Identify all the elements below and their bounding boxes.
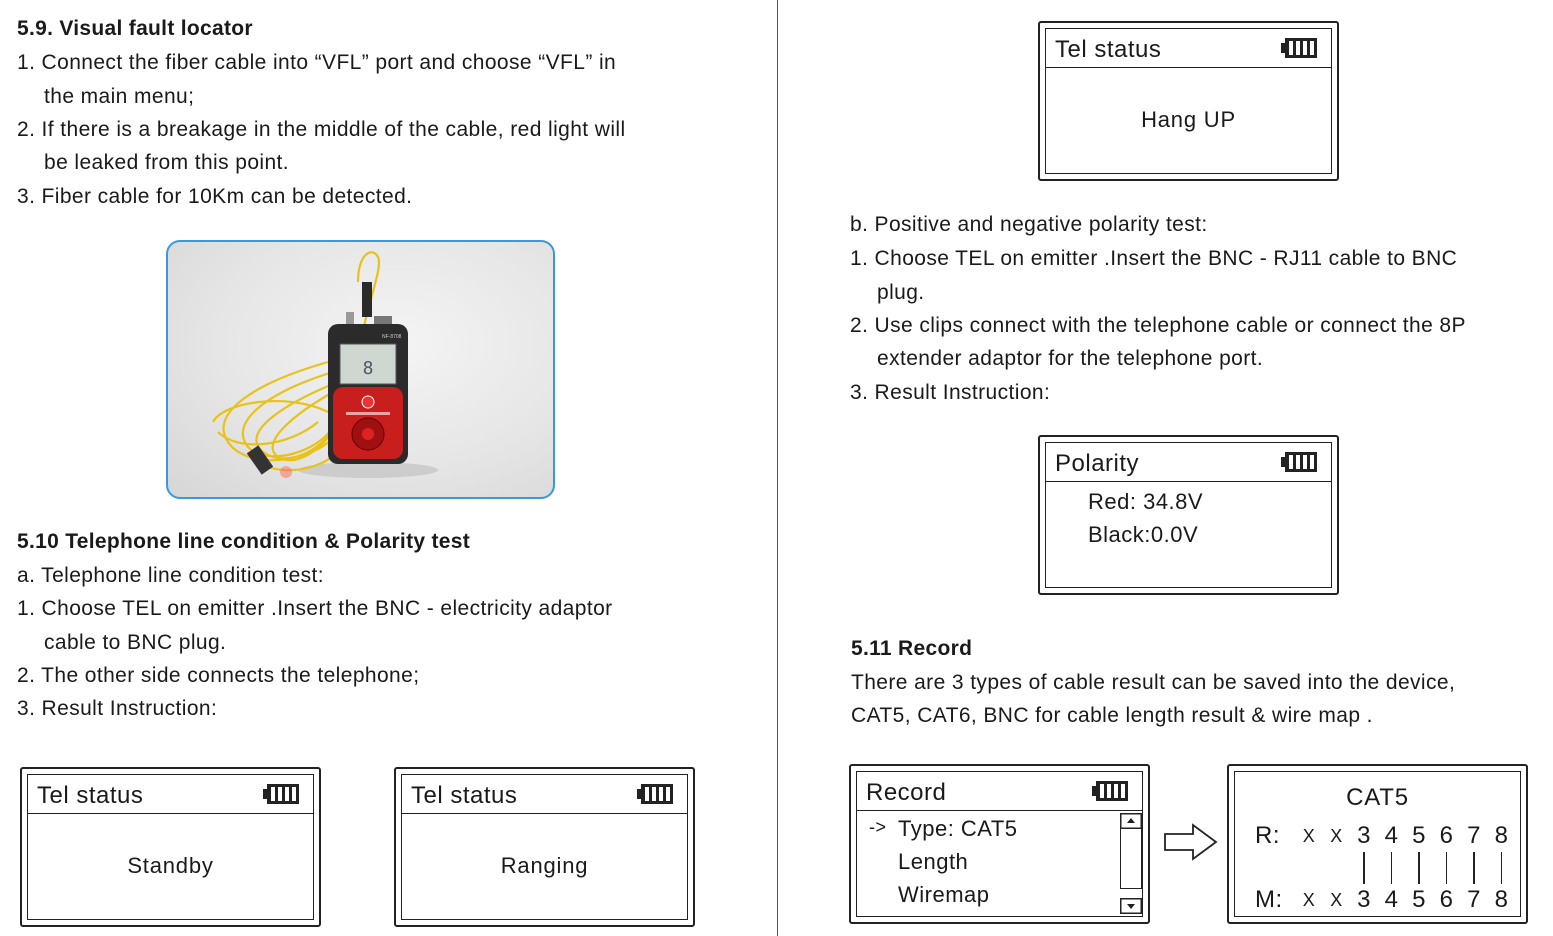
wiremap-m-pin: 3 <box>1357 886 1371 913</box>
wiremap-r-pin: 8 <box>1494 822 1509 849</box>
wiremap-title: CAT5 <box>1346 784 1409 811</box>
polarity-black-voltage: Black:0.0V <box>1088 522 1199 547</box>
s59-line-5: 3. Fiber cable for 10Km can be detected. <box>17 185 413 208</box>
battery-icon <box>637 784 673 804</box>
wiremap-r-pin: X <box>1330 826 1343 846</box>
wiremap-r-pin: X <box>1302 826 1316 846</box>
wiremap-m-pin: 6 <box>1439 886 1454 913</box>
section-5-10-heading: 5.10 Telephone line condition & Polarity test <box>17 530 471 553</box>
vfl-device-illustration <box>168 242 555 499</box>
polarity-line-3: plug. <box>877 281 925 304</box>
lcd-title: Tel status <box>37 782 144 809</box>
record-menu-item-wiremap[interactable]: Wiremap <box>898 882 990 907</box>
wiremap-connection-line <box>1473 852 1475 884</box>
lcd-screen-wiremap <box>1227 764 1528 924</box>
wiremap-connection-line <box>1501 852 1503 884</box>
wiremap-m-pin: 5 <box>1412 886 1426 913</box>
wiremap-r-pin: 3 <box>1357 822 1371 849</box>
battery-icon <box>1281 38 1317 58</box>
lcd-screen-polarity <box>1038 435 1339 595</box>
tel-status-value: Ranging <box>500 853 589 878</box>
wiremap-r-label: R: <box>1255 822 1280 849</box>
scroll-down-icon[interactable] <box>1120 898 1142 914</box>
photo-lcd-digit: 8 <box>362 358 374 379</box>
photo-device-label: NF-8708 <box>382 334 402 340</box>
lcd-screen-ranging <box>394 767 695 927</box>
battery-icon <box>1092 781 1128 801</box>
page-divider <box>777 0 778 936</box>
wiremap-connection-line <box>1446 852 1448 884</box>
wiremap-m-pin: X <box>1302 890 1316 910</box>
lcd-screen-record <box>849 764 1150 924</box>
wiremap-r-pin: 5 <box>1412 822 1426 849</box>
polarity-line-2: 1. Choose TEL on emitter .Insert the BNC - RJ11 cable to BNC <box>850 247 1458 270</box>
s59-line-1: 1. Connect the fiber cable into “VFL” port and choose “VFL” in <box>17 51 617 74</box>
s511-line-1: There are 3 types of cable result can be saved into the device, <box>851 671 1456 694</box>
wiremap-m-label: M: <box>1255 886 1283 913</box>
lcd-title: Polarity <box>1055 450 1140 477</box>
record-menu-item-type[interactable]: Type: CAT5 <box>898 816 1018 841</box>
s511-line-2: CAT5, CAT6, BNC for cable length result & wire map . <box>851 704 1373 727</box>
record-menu-item-length[interactable]: Length <box>898 849 969 874</box>
scroll-up-icon[interactable] <box>1120 813 1142 829</box>
s510-line-3: cable to BNC plug. <box>44 631 227 654</box>
lcd-title: Tel status <box>1055 36 1162 63</box>
wiremap-m-pin: 4 <box>1384 886 1399 913</box>
s59-line-2: the main menu; <box>44 85 195 108</box>
lcd-screen-standby <box>20 767 321 927</box>
section-5-9-heading: 5.9. Visual fault locator <box>17 17 253 40</box>
polarity-line-6: 3. Result Instruction: <box>850 381 1051 404</box>
lcd-screen-hangup <box>1038 21 1339 181</box>
s510-line-2: 1. Choose TEL on emitter .Insert the BNC - electricity adaptor <box>17 597 613 620</box>
s59-line-3: 2. If there is a breakage in the middle of the cable, red light will <box>17 118 626 141</box>
section-5-11-heading: 5.11 Record <box>851 637 973 660</box>
tel-status-value: Hang UP <box>1141 107 1236 132</box>
wiremap-m-pin: X <box>1330 890 1343 910</box>
wiremap-connection-line <box>1363 852 1365 884</box>
lcd-title: Record <box>866 779 947 806</box>
right-arrow-icon <box>1163 822 1219 862</box>
wiremap-r-pin: 4 <box>1384 822 1399 849</box>
wiremap-r-pin: 6 <box>1439 822 1454 849</box>
polarity-line-1: b. Positive and negative polarity test: <box>850 213 1208 236</box>
wiremap-connection-line <box>1418 852 1420 884</box>
wiremap-m-pin: 8 <box>1494 886 1509 913</box>
wiremap-connection-line <box>1391 852 1393 884</box>
tel-status-value: Standby <box>127 853 214 878</box>
s510-line-1: a. Telephone line condition test: <box>17 564 325 587</box>
battery-icon <box>263 784 299 804</box>
battery-icon <box>1281 452 1317 472</box>
device-photo <box>166 240 555 499</box>
polarity-line-5: extender adaptor for the telephone port. <box>877 347 1264 370</box>
s510-line-5: 3. Result Instruction: <box>17 697 218 720</box>
wiremap-r-pin: 7 <box>1467 822 1481 849</box>
wiremap-m-pin: 7 <box>1467 886 1481 913</box>
lcd-title: Tel status <box>411 782 518 809</box>
menu-cursor-arrow-icon: -> <box>869 817 887 837</box>
polarity-red-voltage: Red: 34.8V <box>1088 489 1204 514</box>
s59-line-4: be leaked from this point. <box>44 151 290 174</box>
polarity-line-4: 2. Use clips connect with the telephone cable or connect the 8P <box>850 314 1466 337</box>
s510-line-4: 2. The other side connects the telephone; <box>17 664 420 687</box>
